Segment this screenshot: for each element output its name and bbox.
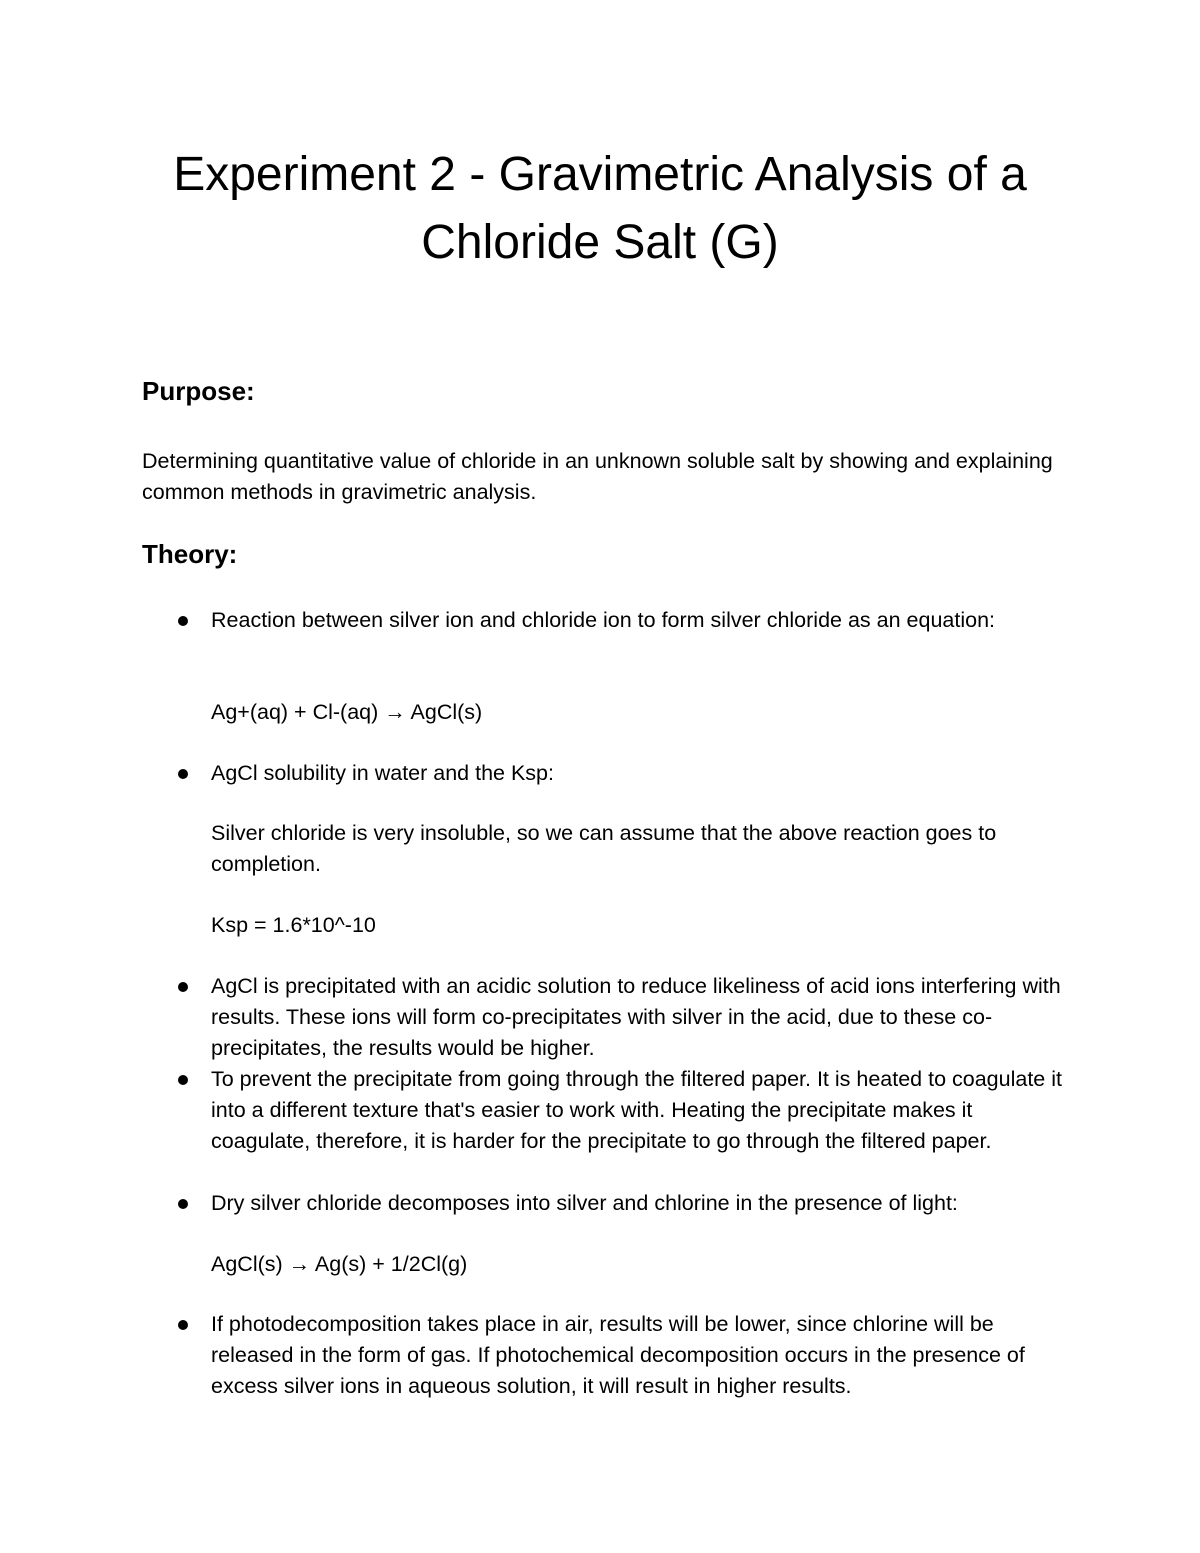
- title-line-2: Chloride Salt (G): [421, 216, 779, 269]
- theory-bullet-5-equation: AgCl(s) → Ag(s) + 1/2Cl(g): [211, 1252, 468, 1276]
- theory-bullet-3-text: AgCl is precipitated with an acidic solution to reduce likeliness of acid ions interfering with results. These ions will form co-precipitates with silver in the acid, due to these co-precipitates, the results would be higher.: [211, 974, 1061, 1060]
- theory-bullet-2-subtext: Silver chloride is very insoluble, so we can assume that the above reaction goes to completion.: [211, 821, 997, 876]
- theory-bullet-1-text: Reaction between silver ion and chloride ion to form silver chloride as an equation:: [211, 608, 995, 632]
- bullet-icon: [178, 982, 188, 992]
- bullet-icon: [178, 616, 188, 626]
- bullet-icon: [178, 1199, 188, 1209]
- page-title: [100, 141, 1100, 277]
- theory-bullet-6-text: If photodecomposition takes place in air, results will be lower, since chlorine will be released in the form of gas. If photochemical decomposition occurs in the presence of excess silver ions in aqueous solution, it will result in higher results.: [211, 1312, 1025, 1398]
- purpose-text: Determining quantitative value of chloride in an unknown soluble salt by showing and explaining common methods in gravimetric analysis.: [142, 449, 1053, 504]
- theory-bullet-4-text: To prevent the precipitate from going through the filtered paper. It is heated to coagulate it into a different texture that's easier to work with. Heating the precipitate makes it coagulate, therefore, it is harder for the precipitate to go through the filtered paper.: [211, 1067, 1062, 1153]
- bullet-icon: [178, 1320, 188, 1330]
- theory-bullet-2-text: AgCl solubility in water and the Ksp:: [211, 761, 554, 785]
- bullet-icon: [178, 1075, 188, 1085]
- bullet-icon: [178, 769, 188, 779]
- theory-heading: Theory:: [142, 539, 238, 569]
- theory-bullet-5-text: Dry silver chloride decomposes into silver and chlorine in the presence of light:: [211, 1191, 958, 1215]
- title-line-1: Experiment 2 - Gravimetric Analysis of a: [173, 148, 1027, 201]
- theory-bullet-1-equation: Ag+(aq) + Cl-(aq) → AgCl(s): [211, 700, 483, 724]
- purpose-heading: Purpose:: [142, 376, 255, 406]
- theory-bullet-2-ksp: Ksp = 1.6*10^-10: [211, 913, 376, 937]
